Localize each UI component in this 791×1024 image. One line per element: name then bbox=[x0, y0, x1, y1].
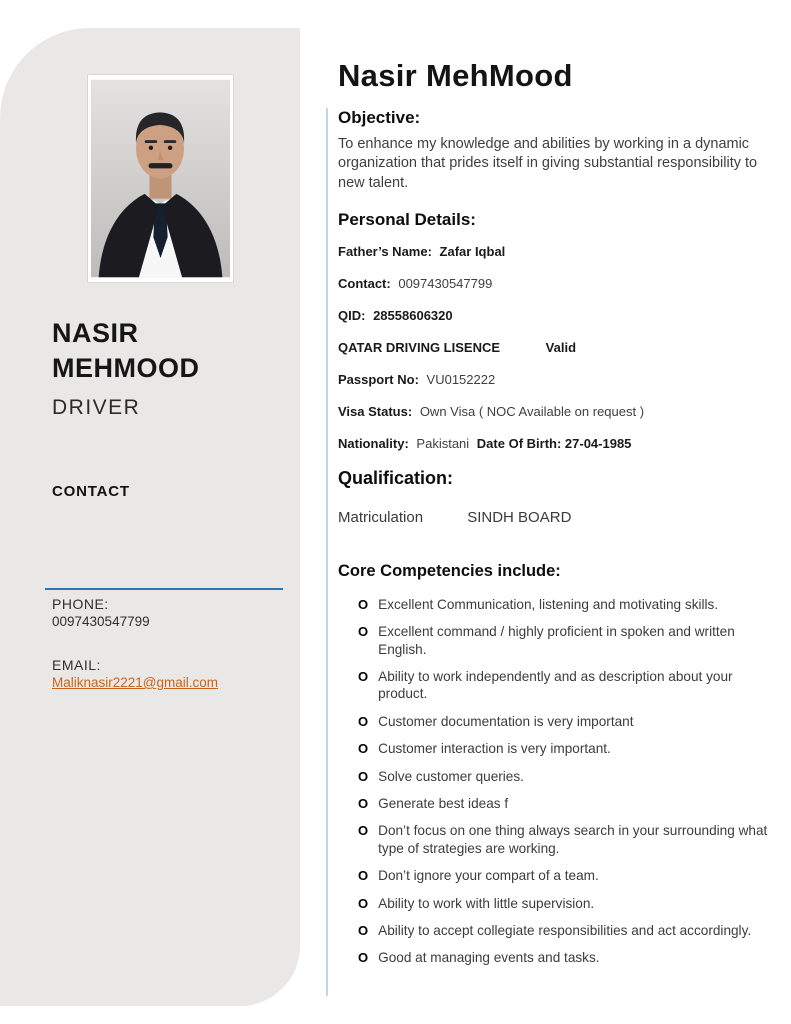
sidebar bbox=[0, 28, 300, 1006]
competency-item bbox=[358, 596, 776, 613]
competency-item bbox=[358, 895, 776, 912]
detail-row-passport bbox=[338, 372, 776, 387]
personal-details-heading: Personal Details: bbox=[338, 209, 476, 229]
sidebar-name-line2: MEHMOOD bbox=[52, 353, 200, 384]
competency-text: Ability to work with little supervision. bbox=[378, 895, 595, 911]
competency-item bbox=[358, 867, 776, 884]
bullet-icon: O bbox=[358, 950, 369, 966]
competency-text: Solve customer queries. bbox=[378, 768, 524, 784]
detail-row-qid bbox=[338, 308, 776, 323]
competency-text: Customer interaction is very important. bbox=[378, 741, 611, 757]
nationality-label: Nationality: bbox=[338, 435, 409, 451]
competency-item bbox=[358, 668, 776, 703]
qid-value: 28558606320 bbox=[373, 307, 453, 323]
competency-text: Excellent Communication, listening and motivating skills. bbox=[378, 596, 719, 612]
objective-text: To enhance my knowledge and abilities by working in a dynamic organization that prides itself in giving substantial responsibility to new talent. bbox=[338, 136, 758, 191]
bullet-icon: O bbox=[358, 823, 369, 839]
passport-label: Passport No: bbox=[338, 371, 419, 387]
nationality-value: Pakistani bbox=[416, 435, 470, 451]
passport-value: VU0152222 bbox=[426, 371, 496, 387]
competencies-list bbox=[338, 596, 776, 967]
qualification-line bbox=[338, 509, 776, 526]
bullet-icon: O bbox=[358, 596, 369, 612]
email-link[interactable]: Maliknasir2221@gmail.com bbox=[52, 675, 219, 690]
detail-row-licence bbox=[338, 340, 776, 355]
bullet-icon: O bbox=[358, 713, 369, 729]
competency-text: Ability to accept collegiate responsibilities and act accordingly. bbox=[378, 922, 752, 938]
main-content bbox=[338, 58, 776, 977]
personal-details-section bbox=[338, 210, 776, 451]
qualification-section bbox=[338, 468, 776, 526]
competency-item bbox=[358, 949, 776, 966]
competencies-heading: Core Competencies include: bbox=[338, 561, 561, 580]
father-label: Father’s Name: bbox=[338, 243, 432, 259]
qid-label: QID: bbox=[338, 307, 366, 323]
competency-text: Don’t ignore your compart of a team. bbox=[378, 868, 599, 884]
bullet-icon: O bbox=[358, 768, 369, 784]
competency-text: Don’t focus on one thing always search in your surrounding what type of strategies are working. bbox=[378, 823, 768, 856]
portrait-illustration bbox=[91, 78, 230, 279]
visa-value: Own Visa ( NOC Available on request ) bbox=[419, 403, 645, 419]
competency-text: Good at managing events and tasks. bbox=[378, 950, 600, 966]
competency-item bbox=[358, 822, 776, 857]
objective-section bbox=[338, 108, 776, 193]
contact-heading: CONTACT bbox=[52, 483, 130, 500]
sidebar-name-line1: NASIR bbox=[52, 318, 139, 348]
contact-divider-line bbox=[45, 588, 283, 590]
competency-text: Ability to work independently and as description about your product. bbox=[378, 669, 733, 702]
bullet-icon: O bbox=[358, 624, 369, 640]
contact-value: 0097430547799 bbox=[398, 275, 493, 291]
visa-label: Visa Status: bbox=[338, 403, 413, 419]
dob-label-value: Date Of Birth: 27-04-1985 bbox=[476, 435, 632, 451]
competency-text: Generate best ideas f bbox=[378, 795, 509, 811]
phone-label: PHONE: bbox=[52, 596, 109, 612]
email-value-wrap bbox=[52, 675, 218, 690]
email-label: EMAIL: bbox=[52, 657, 101, 673]
sidebar-name bbox=[52, 316, 200, 386]
licence-label: QATAR DRIVING LISENCE bbox=[338, 339, 501, 355]
competency-item bbox=[358, 922, 776, 939]
competency-item bbox=[358, 795, 776, 812]
competency-item bbox=[358, 623, 776, 658]
qualification-heading: Qualification: bbox=[338, 467, 454, 488]
competency-item bbox=[358, 740, 776, 757]
bullet-icon: O bbox=[358, 741, 369, 757]
qualification-board: SINDH BOARD bbox=[467, 508, 572, 526]
vertical-accent-line bbox=[326, 108, 328, 996]
detail-row-father bbox=[338, 244, 776, 259]
qualification-degree: Matriculation bbox=[338, 508, 424, 526]
bullet-icon: O bbox=[358, 795, 369, 811]
competency-text: Customer documentation is very important bbox=[378, 713, 634, 729]
licence-value: Valid bbox=[545, 339, 577, 355]
detail-row-visa bbox=[338, 404, 776, 419]
page-title: Nasir MehMood bbox=[338, 58, 573, 93]
competency-item bbox=[358, 713, 776, 730]
bullet-icon: O bbox=[358, 922, 369, 938]
competency-item bbox=[358, 768, 776, 785]
contact-label: Contact: bbox=[338, 275, 391, 291]
bullet-icon: O bbox=[358, 895, 369, 911]
competencies-section bbox=[338, 562, 776, 967]
objective-heading: Objective: bbox=[338, 108, 421, 127]
father-value: Zafar Iqbal bbox=[439, 243, 506, 259]
detail-row-contact bbox=[338, 276, 776, 291]
role-title: DRIVER bbox=[52, 396, 141, 419]
detail-row-nationality bbox=[338, 436, 776, 451]
phone-value: 0097430547799 bbox=[52, 614, 150, 629]
bullet-icon: O bbox=[358, 868, 369, 884]
portrait-photo bbox=[88, 75, 233, 282]
bullet-icon: O bbox=[358, 669, 369, 685]
competency-text: Excellent command / highly proficient in spoken and written English. bbox=[378, 624, 735, 657]
